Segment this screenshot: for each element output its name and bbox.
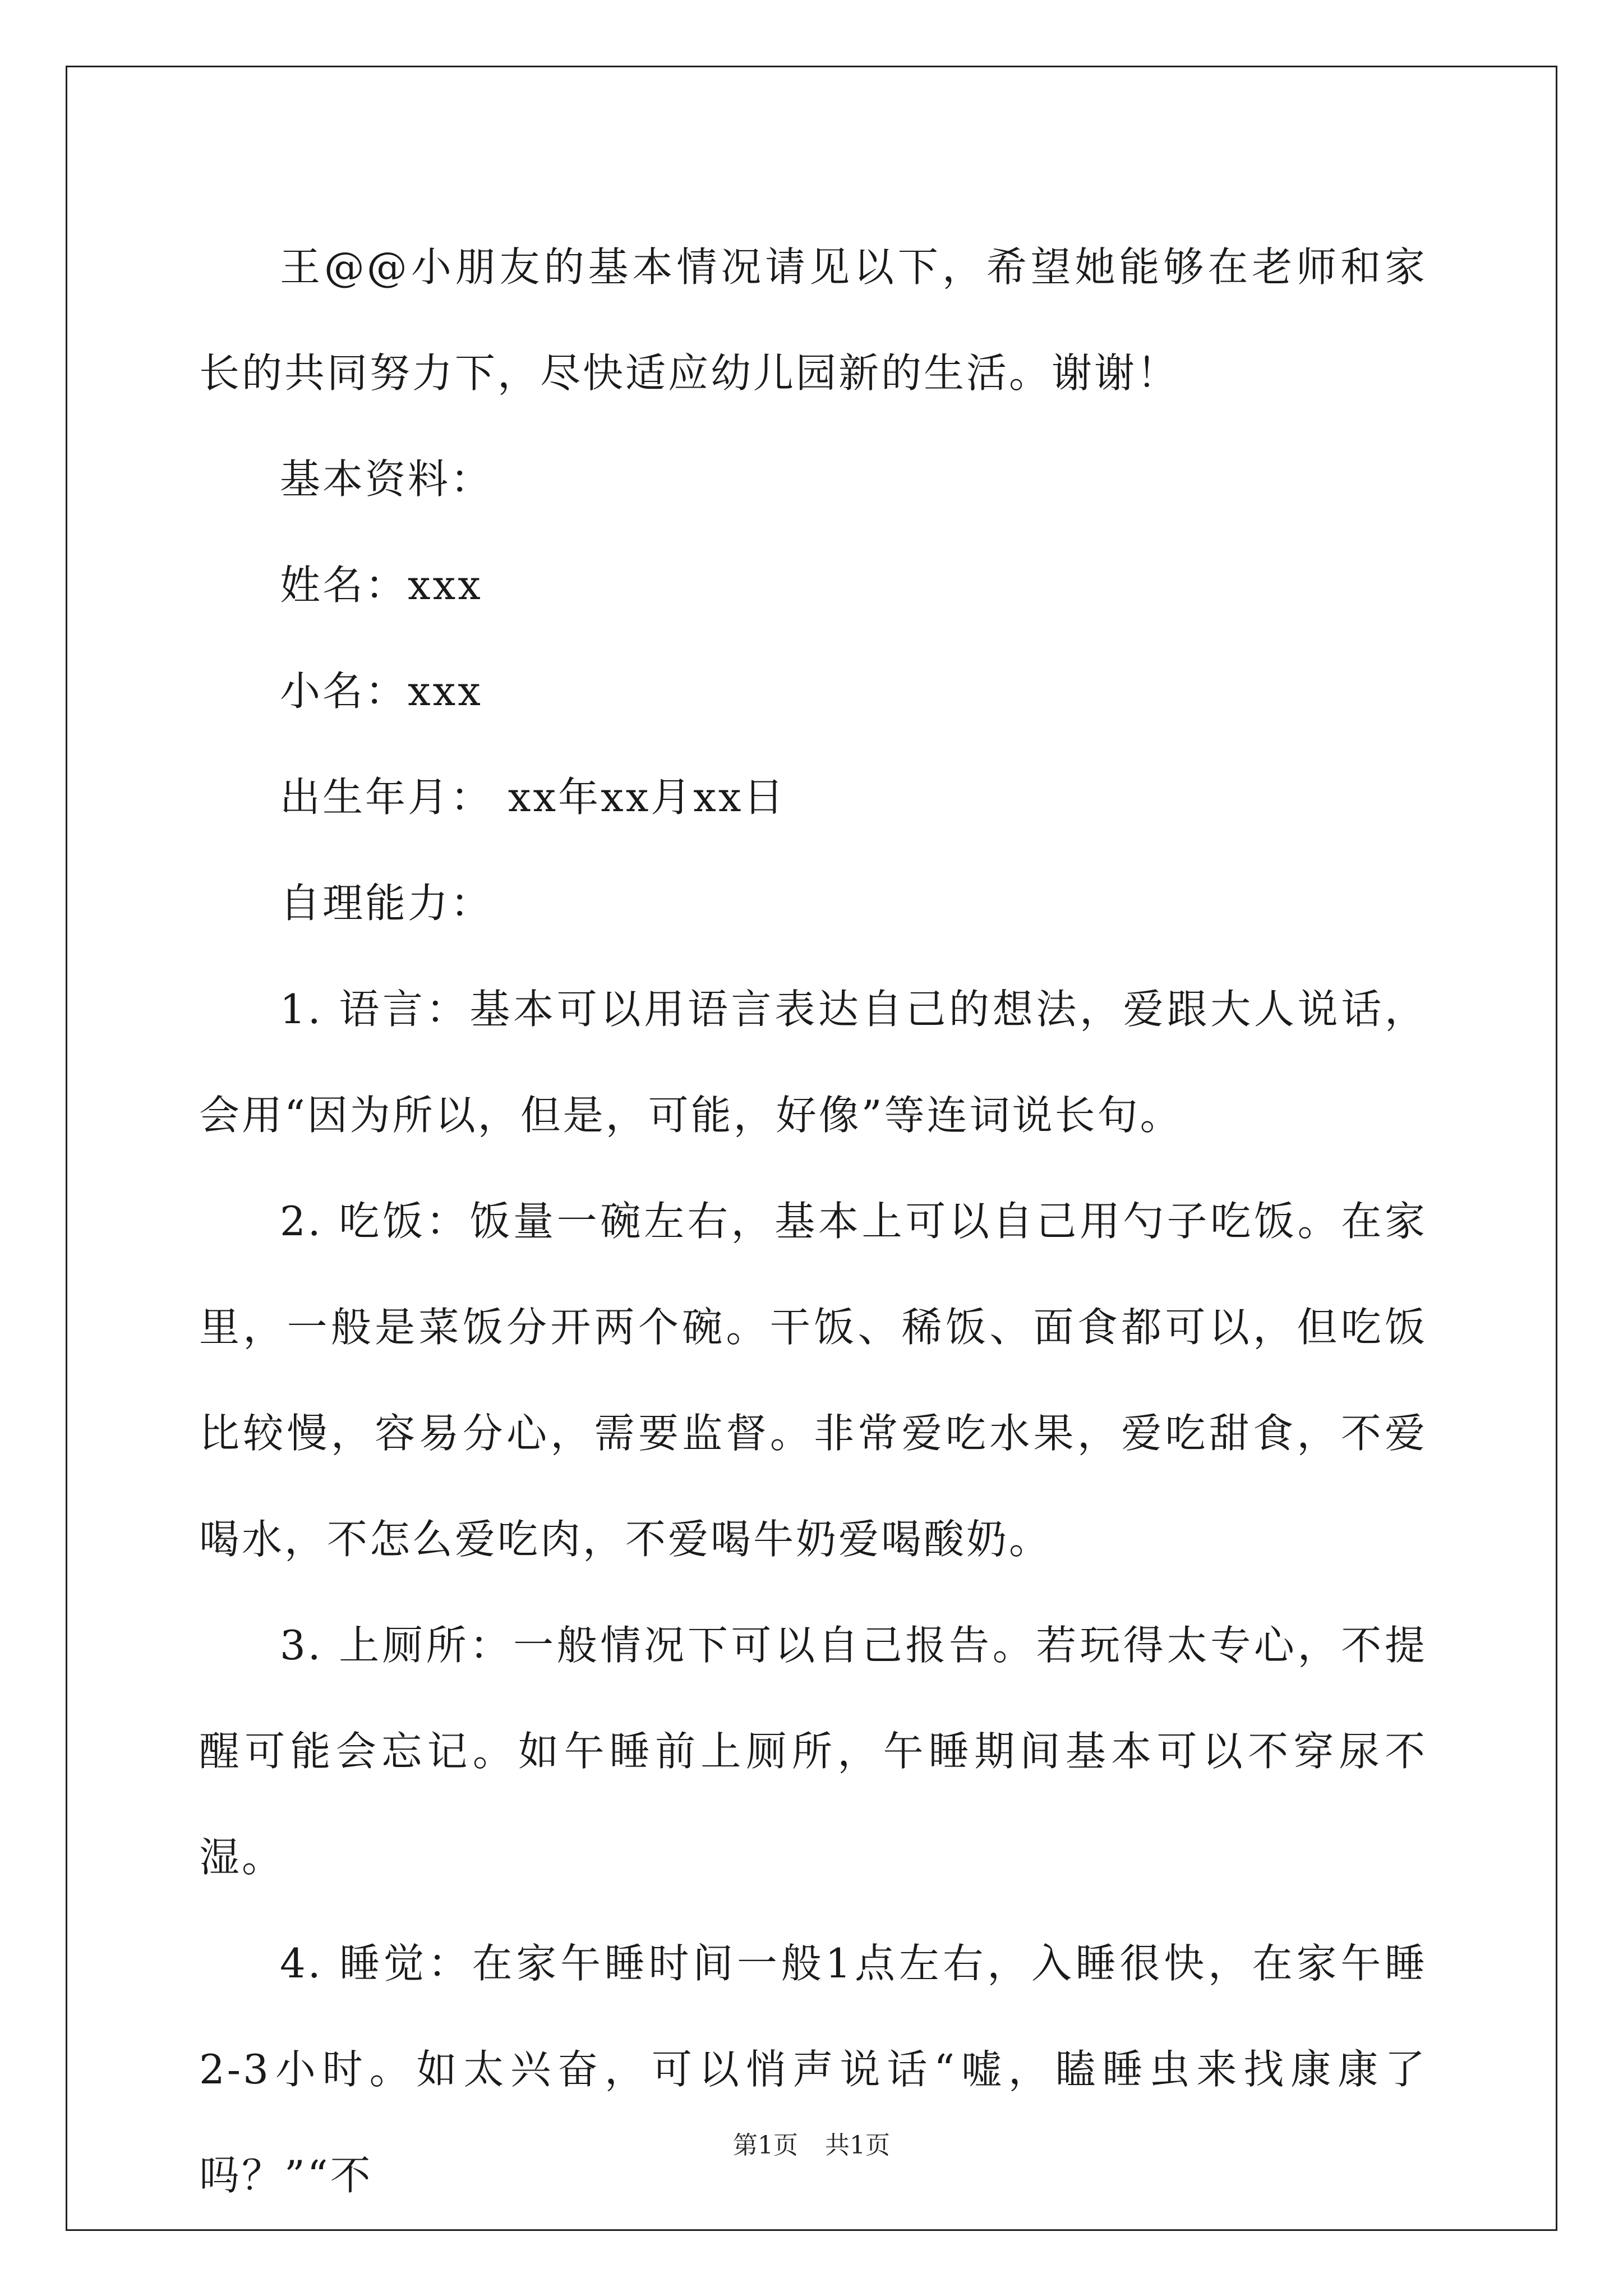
paragraph-sleep: 4. 睡觉：在家午睡时间一般1点左右，入睡很快，在家午睡2-3小时。如太兴奋，可以悄声说话“嘘，瞌睡虫来找康康了吗？”“不 — [199, 1940, 1427, 2199]
page-footer — [0, 2129, 1623, 2162]
page-number-current: 第1页 — [733, 2131, 798, 2160]
paragraph-language: 1. 语言：基本可以用语言表达自己的想法，爱跟大人说话，会用“因为所以，但是，可能，好像”等连词说长句。 — [199, 986, 1427, 1139]
paragraph-basic-info-heading: 基本资料： — [280, 455, 494, 503]
paragraph-eating: 2. 吃饭：饭量一碗左右，基本上可以自己用勺子吃饭。在家里，一般是菜饭分开两个碗。干饭、稀饭、面食都可以，但吃饭比较慢，容易分心，需要监督。非常爱吃水果，爱吃甜食，不爱喝水，不怎么爱吃肉，不爱喝牛奶爱喝酸奶。 — [199, 1198, 1427, 1563]
paragraph-nickname: 小名：xxx — [280, 668, 483, 715]
paragraph-self-care-heading: 自理能力： — [280, 880, 494, 927]
document-body — [199, 214, 1427, 2229]
paragraph-birthdate: 出生年月： xx年xx月xx日 — [280, 774, 786, 821]
page-number-total: 共1页 — [825, 2131, 890, 2160]
paragraph-intro: 王@@小朋友的基本情况请见以下，希望她能够在老师和家长的共同努力下，尽快适应幼儿园新的生活。谢谢！ — [199, 243, 1427, 397]
paragraph-toilet: 3. 上厕所：一般情况下可以自己报告。若玩得太专心，不提醒可能会忘记。如午睡前上厕所，午睡期间基本可以不穿尿不湿。 — [199, 1622, 1427, 1881]
paragraph-name: 姓名：xxx — [280, 562, 483, 609]
